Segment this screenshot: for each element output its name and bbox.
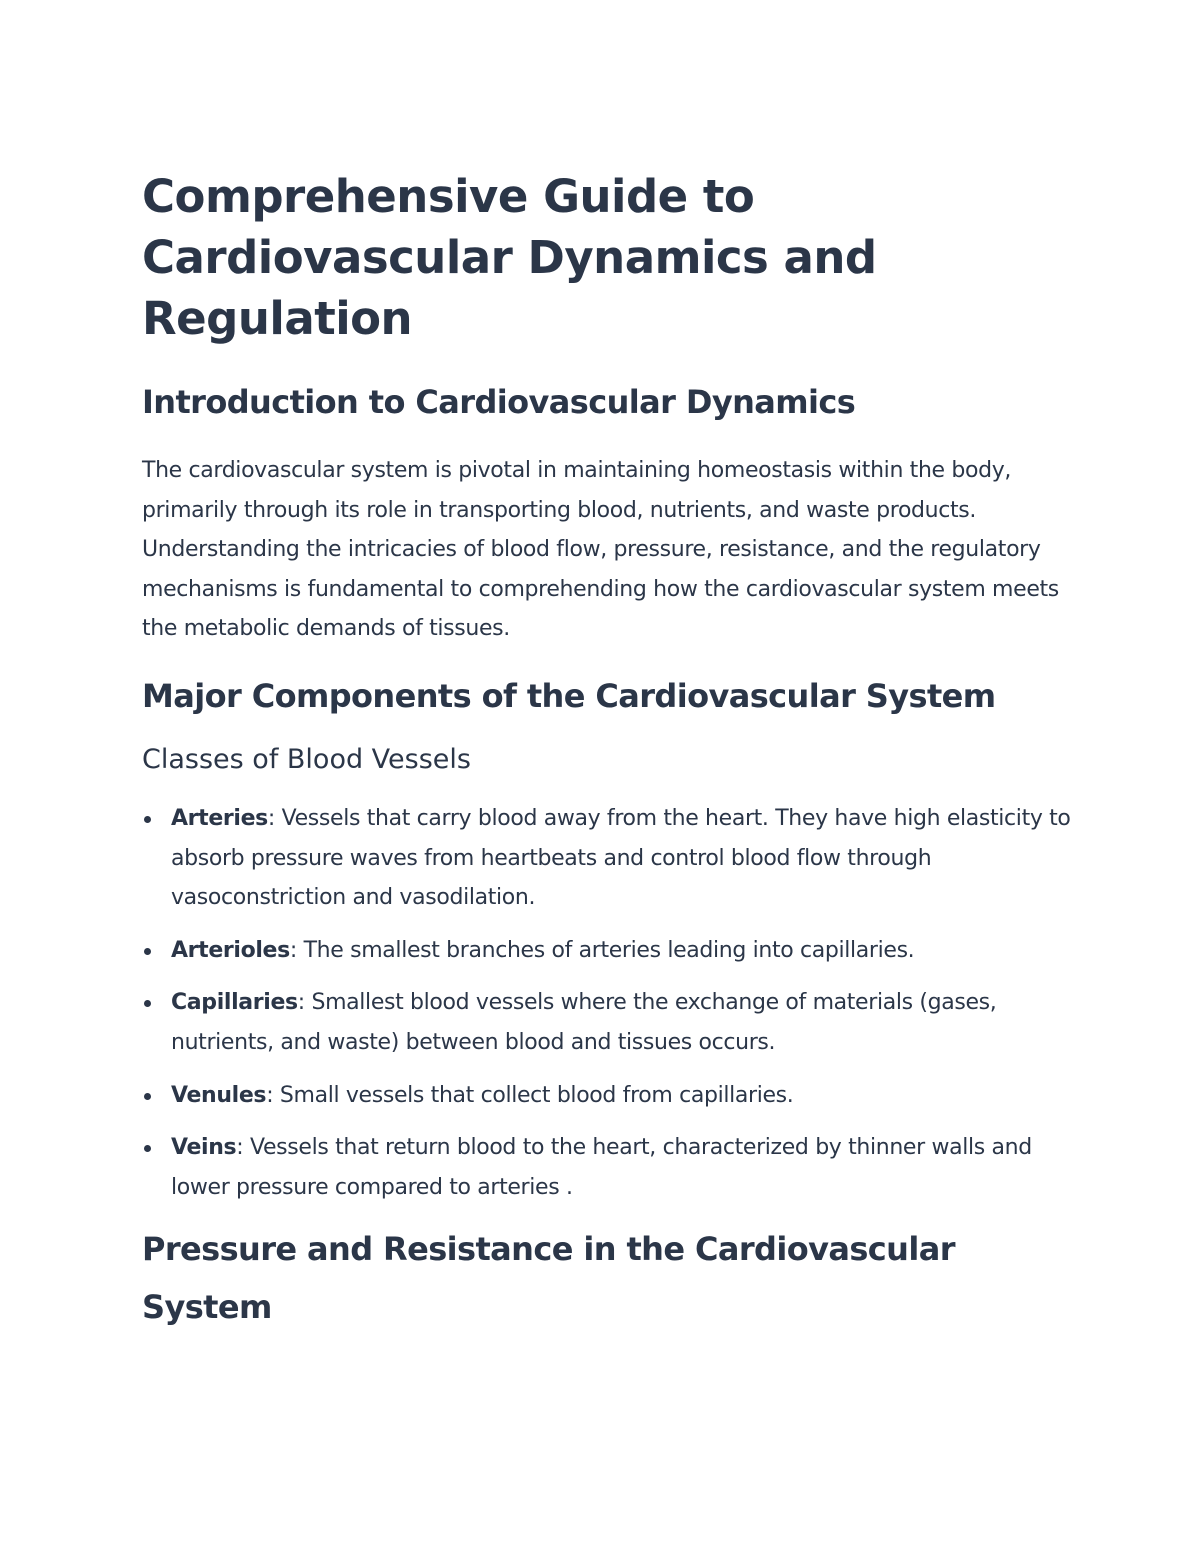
blood-vessel-list (142, 799, 1072, 1207)
list-item (142, 983, 1072, 1062)
list-item-description: : Vessels that return blood to the heart, characterized by thinner walls and lower pressure compared to arteries . (171, 1135, 1032, 1200)
list-item (142, 931, 1072, 971)
introduction-paragraph: The cardiovascular system is pivotal in maintaining homeostasis within the body, primarily through its role in transporting blood, nutrients, and waste products. Understanding the intricacies of blood flow, pressure, resistance, and the regulatory mechanisms is fundamental to comprehending how the cardiovascular system meets the metabolic demands of tissues. (142, 458, 1059, 642)
section-heading-introduction: Introduction to Cardiovascular Dynamics (142, 383, 856, 421)
subheading-classes-of-blood-vessels: Classes of Blood Vessels (142, 743, 471, 775)
list-item-description: : The smallest branches of arteries leading into capillaries. (289, 937, 915, 963)
list-item (142, 1076, 1072, 1116)
document-page (142, 166, 1072, 1336)
section-heading-pressure-resistance: Pressure and Resistance in the Cardiovascular System (142, 1230, 955, 1327)
list-item-term: Arteries (171, 805, 268, 831)
list-item-description: : Vessels that carry blood away from the heart. They have high elasticity to absorb pressure waves from heartbeats and control blood flow through vasoconstriction and vasodilation. (171, 805, 1071, 911)
list-item-term: Venules (171, 1082, 267, 1108)
list-item-term: Veins (171, 1135, 237, 1161)
list-item (142, 1128, 1072, 1207)
document-title: Comprehensive Guide to Cardiovascular Dynamics and Regulation (142, 170, 877, 345)
list-item-term: Capillaries (171, 990, 298, 1016)
list-item-term: Arterioles (171, 937, 290, 963)
section-heading-major-components: Major Components of the Cardiovascular System (142, 676, 996, 715)
list-item-description: : Small vessels that collect blood from capillaries. (266, 1082, 794, 1108)
list-item-description: : Smallest blood vessels where the exchange of materials (gases, nutrients, and waste) between blood and tissues occurs. (171, 990, 997, 1055)
list-item (142, 799, 1072, 918)
